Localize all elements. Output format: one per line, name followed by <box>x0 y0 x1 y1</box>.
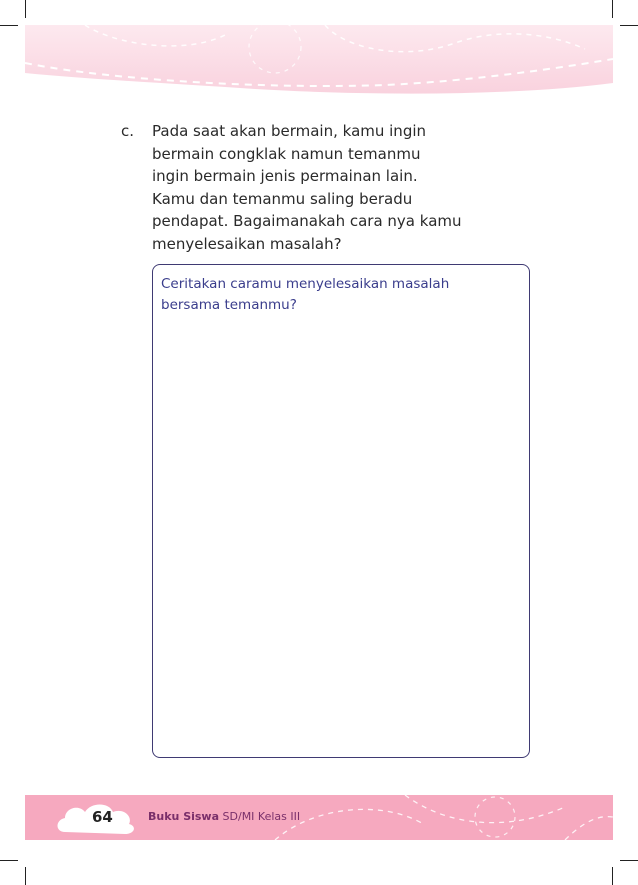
footer-book-title <box>148 810 300 823</box>
answer-prompt: Ceritakan caramu menyelesaikan masalah bersama temanmu? <box>161 276 450 313</box>
crop-mark <box>612 0 613 18</box>
crop-mark <box>25 867 26 885</box>
header-decoration <box>25 25 613 120</box>
question-text: Pada saat akan bermain, kamu ingin bermain congklak namun temanmu ingin bermain jenis permainan lain. Kamu dan temanmu saling beradu pendapat. Bagaimanakah cara nya kamu menyelesaikan masalah? <box>152 122 462 253</box>
footer-decoration <box>25 795 613 840</box>
book-subtitle: SD/MI Kelas III <box>222 810 301 823</box>
book-title: Buku Siswa <box>148 810 220 823</box>
crop-mark <box>620 25 638 26</box>
page-number: 64 <box>92 808 113 826</box>
crop-mark <box>620 860 638 861</box>
crop-mark <box>612 867 613 885</box>
crop-mark <box>0 25 18 26</box>
crop-mark <box>0 860 18 861</box>
question-marker: c. <box>121 122 135 140</box>
crop-mark <box>25 0 26 18</box>
answer-box[interactable] <box>152 264 530 758</box>
